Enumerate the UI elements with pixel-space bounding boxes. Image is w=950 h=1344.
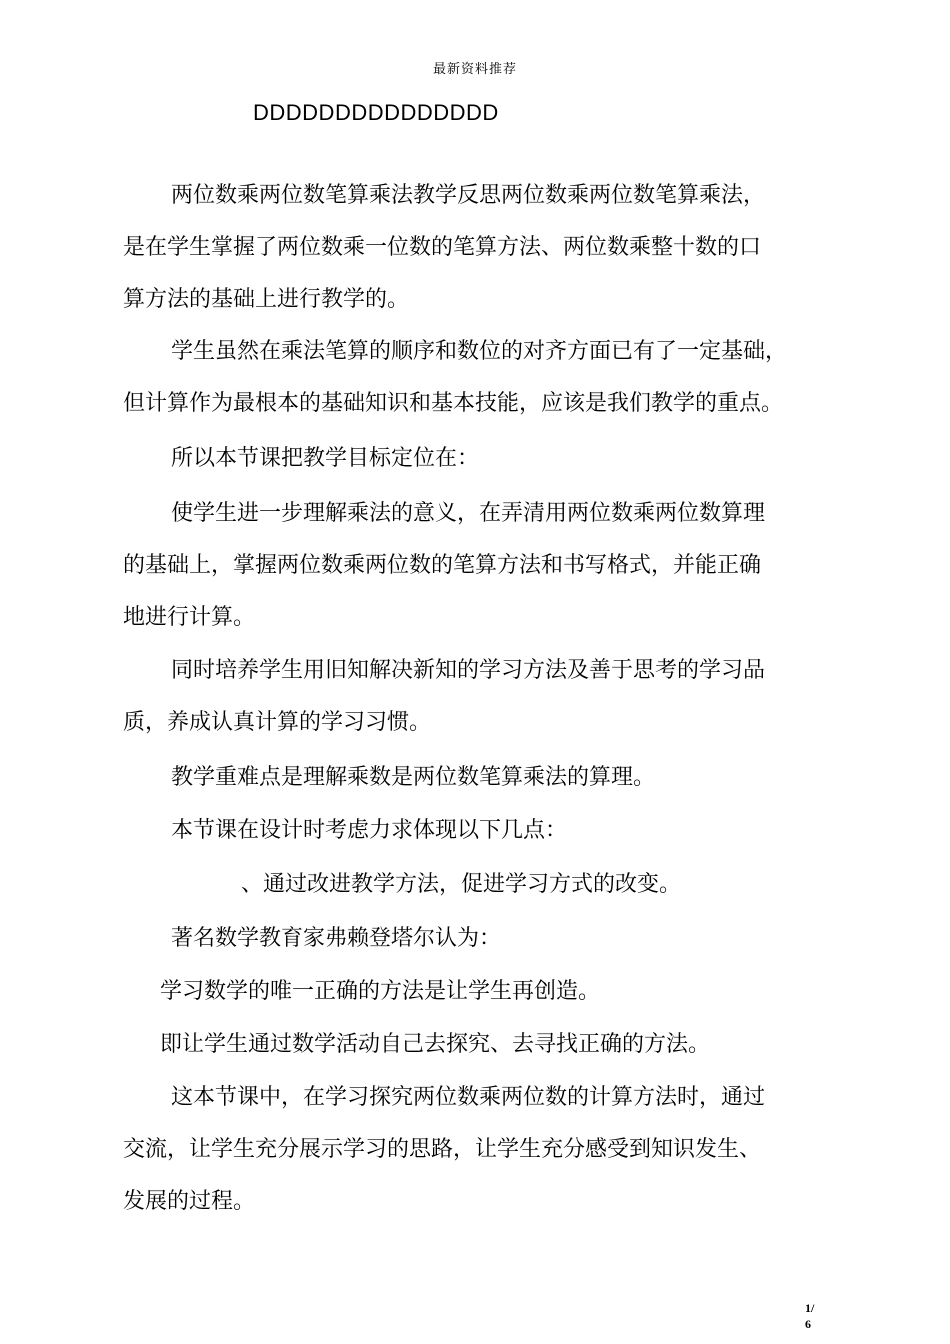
document-title: DDDDDDDDDDDDDDD [253,100,499,125]
page-number-current: 1/ [805,1301,815,1315]
paragraph-11 [123,1019,833,1071]
paragraph-4 [123,488,833,644]
page-header: 最新资料推荐 [432,62,517,77]
paragraph-2 [123,326,833,430]
paragraph-6 [123,752,833,804]
text-line: 算方法的基础上进行教学的。 [123,287,410,312]
text-line: 使学生进一步理解乘法的意义，在弄清用两位数乘两位数算理 [171,501,766,526]
text-line: 本节课在设计时考虑力求体现以下几点： [171,818,568,843]
text-line: 两位数乘两位数笔算乘法教学反思两位数乘两位数笔算乘法， [171,183,766,208]
text-line: 、通过改进教学方法，促进学习方式的改变。 [241,872,682,897]
paragraph-9 [123,913,833,965]
text-line: 地进行计算。 [123,605,256,630]
page-number-total: 6 [805,1317,811,1331]
text-line: 交流，让学生充分展示学习的思路，让学生充分感受到知识发生、 [123,1137,762,1162]
text-line: 同时培养学生用旧知解决新知的学习方法及善于思考的学习品 [171,658,766,683]
paragraph-10 [123,966,833,1018]
text-line: 发展的过程。 [123,1189,256,1214]
text-line: 质，养成认真计算的学习习惯。 [123,710,432,735]
paragraph-8 [123,859,833,911]
text-line: 的基础上，掌握两位数乘两位数的笔算方法和书写格式，并能正确 [123,553,762,578]
text-line: 但计算作为最根本的基础知识和基本技能，应该是我们教学的重点。 [123,391,784,416]
text-line: 学习数学的唯一正确的方法是让学生再创造。 [160,979,601,1004]
text-line: 是在学生掌握了两位数乘一位数的笔算方法、两位数乘整十数的口 [123,235,762,260]
paragraph-3 [123,433,833,485]
text-line: 学生虽然在乘法笔算的顺序和数位的对齐方面已有了一定基础， [171,339,788,364]
paragraph-1 [123,170,833,326]
page-number [805,1300,819,1332]
paragraph-12 [123,1072,833,1228]
text-line: 所以本节课把教学目标定位在： [171,446,480,471]
text-line: 即让学生通过数学活动自己去探究、去寻找正确的方法。 [160,1032,711,1057]
paragraph-5 [123,645,833,749]
text-line: 教学重难点是理解乘数是两位数笔算乘法的算理。 [171,765,656,790]
text-line: 这本节课中，在学习探究两位数乘两位数的计算方法时，通过 [171,1085,766,1110]
paragraph-7 [123,805,833,857]
text-line: 著名数学教育家弗赖登塔尔认为： [171,926,502,951]
